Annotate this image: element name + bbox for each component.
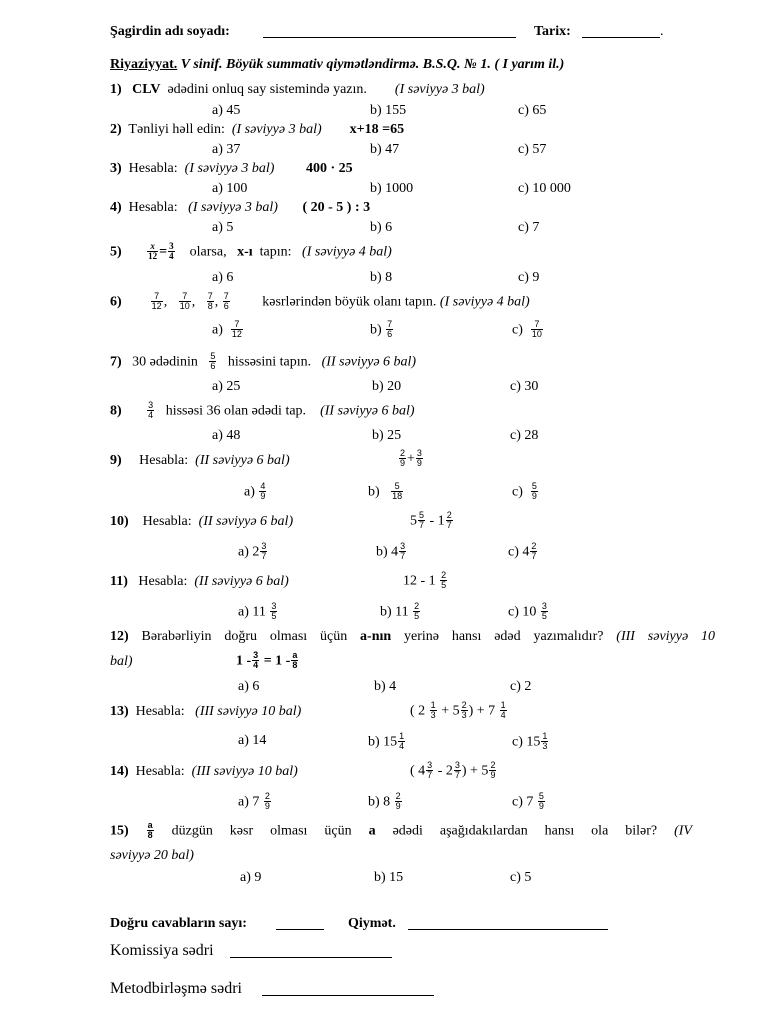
option-b[interactable]: b) 15 xyxy=(374,870,404,885)
q-number: 3) xyxy=(110,161,122,176)
q-text: Hesabla: xyxy=(128,161,178,176)
option-b[interactable]: b) 47 xyxy=(370,142,400,157)
fraction: $\frac{1}{4}$ xyxy=(399,731,405,751)
fraction: $\frac{5}{9}$ xyxy=(531,481,537,501)
question-9 xyxy=(110,453,290,469)
option-b[interactable]: b) 25 xyxy=(372,428,402,443)
option-a[interactable]: a) 100 xyxy=(212,181,248,196)
fraction-3-9: $\frac{3}{9}$ xyxy=(416,448,422,468)
q-variable: x-ı xyxy=(237,244,253,260)
question-1 xyxy=(110,82,485,98)
option-c[interactable]: c) 30 xyxy=(510,379,539,394)
fraction: $\frac{2}{9}$ xyxy=(264,791,270,811)
q15-level-cont: səviyyə 20 bal) xyxy=(110,848,194,863)
fraction-2-3: $\frac{2}{3}$ xyxy=(461,700,467,720)
option-a[interactable]: a) $\frac{7}{12}$ xyxy=(212,319,242,339)
fraction-7-8: $\frac{7}{8}$ xyxy=(207,291,213,311)
q-text: Hesabla: xyxy=(128,200,178,215)
option-a[interactable]: a) 45 xyxy=(212,103,241,118)
fraction: $\frac{2}{9}$ xyxy=(395,791,401,811)
student-name-label: Şagirdin adı soyadı: xyxy=(110,24,230,39)
fraction-2-9: $\frac{2}{9}$ xyxy=(400,448,406,468)
q-text: CLV xyxy=(132,82,161,97)
fraction-5-6: $\frac{5}{6}$ xyxy=(210,351,216,371)
q-text: Hesabla: xyxy=(135,704,185,719)
q-level: (I səviyyə 4 bal) xyxy=(302,244,392,260)
q-text: yerinə hansı ədəd yazımalıdır? xyxy=(404,629,604,644)
q-level: (I səviyyə 3 bal) xyxy=(184,161,275,176)
fraction: $\frac{7}{10}$ xyxy=(531,319,542,339)
fraction-3-7: $\frac{3}{7}$ xyxy=(427,760,433,780)
option-b[interactable]: b) 8 $\frac{2}{9}$ xyxy=(368,791,401,811)
q-level: (I səviyyə 4 bal) xyxy=(439,294,530,310)
date-dot: . xyxy=(660,24,664,39)
q-text: ədədini onluq say sistemində yazın. xyxy=(167,82,367,97)
q-number: 13) xyxy=(110,704,129,719)
correct-answers-label: Doğru cavabların sayı: xyxy=(110,916,247,931)
option-b[interactable]: b) 6 xyxy=(370,220,393,235)
option-a[interactable]: a) 6 xyxy=(212,270,234,285)
fraction: $\frac{3}{5}$ xyxy=(271,601,277,621)
q-text: kəsrlərindən böyük olanı tapın. xyxy=(262,294,437,310)
option-b[interactable]: b) 15 $\frac{1}{4}$ xyxy=(368,731,405,751)
option-c[interactable]: c) 7 $\frac{5}{9}$ xyxy=(512,791,544,811)
fraction: $\frac{3}{7}$ xyxy=(400,541,406,561)
fraction: $\frac{2}{7}$ xyxy=(531,541,537,561)
fraction-a-8: $\frac{a}{8}$ xyxy=(292,650,298,670)
option-a[interactable]: a) 14 xyxy=(238,733,267,748)
option-c[interactable]: c) 57 xyxy=(518,142,547,157)
q-level: (I səviyyə 3 bal) xyxy=(231,122,322,137)
q-level: (II səviyyə 6 bal) xyxy=(321,354,417,370)
option-a[interactable]: a) 7 $\frac{2}{9}$ xyxy=(238,791,270,811)
option-a[interactable]: a) 25 xyxy=(212,379,241,394)
q-text: Hesabla: xyxy=(138,574,188,589)
method-label: Metodbirləşmə sədri xyxy=(110,980,242,997)
q-text: hissəsi 36 olan ədədi tap. xyxy=(165,403,307,419)
q12-expression: 1 - $\frac{3}{4}$ = 1 - $\frac{a}{8}$ xyxy=(236,650,298,670)
fraction-a-8: $\frac{a}{8}$ xyxy=(147,820,153,840)
option-b[interactable]: b) 4 $\frac{3}{7}$ xyxy=(376,541,406,561)
correct-answers-blank[interactable] xyxy=(276,916,324,930)
q9-expression: $\frac{2}{9}$ + $\frac{3}{9}$ xyxy=(400,448,422,468)
grade-label: Qiymət. xyxy=(348,916,396,931)
fraction: $\frac{2}{5}$ xyxy=(414,601,420,621)
fraction: $\frac{7}{6}$ xyxy=(387,319,393,339)
q-text: düzgün kəsr olması üçün xyxy=(171,823,352,839)
question-5 xyxy=(110,243,392,262)
option-c[interactable]: c) 10 000 xyxy=(518,181,571,196)
option-c[interactable]: c) 7 xyxy=(518,220,540,235)
question-4 xyxy=(110,200,370,216)
question-11 xyxy=(110,574,289,590)
question-10 xyxy=(110,514,293,530)
q-level: (I səviyyə 3 bal) xyxy=(394,82,485,97)
question-7 xyxy=(110,353,416,372)
option-c[interactable]: c) 65 xyxy=(518,103,547,118)
fraction-2-5: $\frac{2}{5}$ xyxy=(441,570,447,590)
q-number: 9) xyxy=(110,453,122,468)
option-b[interactable]: b) $\frac{7}{6}$ xyxy=(370,319,393,339)
q-number: 7) xyxy=(110,354,122,370)
question-2 xyxy=(110,122,404,138)
commission-label: Komissiya sədri xyxy=(110,942,214,959)
q-level: (II səviyyə 6 bal) xyxy=(320,403,415,419)
method-blank[interactable] xyxy=(262,982,434,996)
fraction-3-4: $\frac{3}{4}$ xyxy=(148,400,154,420)
fraction-5-7: $\frac{5}{7}$ xyxy=(419,510,425,530)
question-12 xyxy=(110,629,715,645)
option-c[interactable]: c) 28 xyxy=(510,428,539,443)
q-number: 11) xyxy=(110,574,128,589)
option-c[interactable]: c) 5 xyxy=(510,870,532,885)
question-8 xyxy=(110,402,415,421)
question-6: 6) $\frac{7}{12}$ , $\frac{7}{10}$ , $\frac{7}{8}$ , $\frac{7}{6}$ kəsrlərindən böyük olanı tapın. (I səviyyə 4 bal) xyxy=(110,291,530,311)
fraction-1-3: $\frac{1}{3}$ xyxy=(430,700,436,720)
q-number: 1) xyxy=(110,82,122,97)
subject-label: Riyaziyyat. xyxy=(110,57,178,72)
commission-blank[interactable] xyxy=(230,944,392,958)
q-text: hissəsini tapın. xyxy=(227,354,312,370)
option-b[interactable]: b) 8 xyxy=(370,270,393,285)
option-c[interactable]: c) 2 xyxy=(510,679,532,694)
option-b[interactable]: b) 155 xyxy=(370,103,407,118)
equals-sign: = xyxy=(159,244,168,260)
q-text: Hesabla: xyxy=(139,453,189,468)
fraction: $\frac{4}{9}$ xyxy=(260,481,266,501)
option-b[interactable]: b) 4 xyxy=(374,679,397,694)
question-14 xyxy=(110,764,298,780)
q-number: 8) xyxy=(110,403,122,419)
fraction: $\frac{3}{7}$ xyxy=(261,541,267,561)
option-c[interactable]: c) 15 $\frac{1}{3}$ xyxy=(512,731,548,751)
q-level: (II səviyyə 6 bal) xyxy=(194,574,289,589)
option-b[interactable]: b) 11 $\frac{2}{5}$ xyxy=(380,601,420,621)
option-b[interactable]: b) 1000 xyxy=(370,181,414,196)
q11-expression: 12 - 1 $\frac{2}{5}$ xyxy=(403,570,447,590)
q-level: (I səviyyə 3 bal) xyxy=(188,200,278,215)
q-text: Hesabla: xyxy=(142,514,192,529)
q-number: 12) xyxy=(110,629,129,644)
option-c[interactable]: c) $\frac{7}{10}$ xyxy=(512,319,542,339)
q-number: 4) xyxy=(110,200,122,215)
fraction-2-9: $\frac{2}{9}$ xyxy=(490,760,496,780)
option-b[interactable]: b) 20 xyxy=(372,379,402,394)
question-13 xyxy=(110,704,301,720)
option-c[interactable]: c) $\frac{5}{9}$ xyxy=(512,481,537,501)
title-text: V sinif. Böyük summativ qiymətləndirmə. B.S.Q. № 1. ( I yarım il.) xyxy=(180,57,565,72)
option-a[interactable]: a) 9 xyxy=(240,870,262,885)
q-number: 5) xyxy=(110,244,122,260)
option-a[interactable]: a) 6 xyxy=(238,679,260,694)
q-text: Bərabərliyin doğru olması üçün xyxy=(141,629,348,644)
grade-blank[interactable] xyxy=(408,916,608,930)
option-a[interactable]: a) 2 $\frac{3}{7}$ xyxy=(238,541,267,561)
option-c[interactable]: c) 10 $\frac{3}{5}$ xyxy=(508,601,547,621)
fraction-3-7: $\frac{3}{7}$ xyxy=(454,760,460,780)
q12-level-cont: bal) xyxy=(110,654,133,669)
q-level: (III səviyyə 10 xyxy=(616,629,716,644)
fraction: $\frac{5}{18}$ xyxy=(392,481,403,501)
date-blank[interactable] xyxy=(582,24,660,38)
fraction-7-10: $\frac{7}{10}$ xyxy=(179,291,190,311)
date-label: Tarix: xyxy=(534,24,571,39)
fraction-3-4: $\frac{3}{4}$ xyxy=(169,241,174,261)
fraction-3-4: $\frac{3}{4}$ xyxy=(253,650,259,670)
q-level: (II səviyyə 6 bal) xyxy=(198,514,294,529)
q-text: Tənliyi həll edin: xyxy=(128,122,225,137)
option-a[interactable]: a) 48 xyxy=(212,428,241,443)
q-text: ədədi aşağıdakılardan hansı ola bilər? xyxy=(392,823,658,839)
q-number: 15) xyxy=(110,823,129,839)
q14-expression: ( 4 $\frac{3}{7}$ - 2 $\frac{3}{7}$ ) + 5 $\frac{2}{9}$ xyxy=(410,760,496,780)
question-15 xyxy=(110,822,692,841)
q-variable: a-nın xyxy=(360,629,392,644)
fraction: $\frac{7}{12}$ xyxy=(231,319,242,339)
question-3 xyxy=(110,161,353,177)
option-a[interactable]: a) 11 $\frac{3}{5}$ xyxy=(238,601,277,621)
q-expression: x+18 =65 xyxy=(349,122,405,137)
q-level: (II səviyyə 6 bal) xyxy=(195,453,290,468)
student-name-blank[interactable] xyxy=(263,24,516,38)
q-number: 14) xyxy=(110,764,129,779)
q-level: (III səviyyə 10 bal) xyxy=(191,764,298,779)
fraction-7-6: $\frac{7}{6}$ xyxy=(223,291,229,311)
fraction: $\frac{3}{5}$ xyxy=(541,601,547,621)
option-c[interactable]: c) 9 xyxy=(518,270,540,285)
q-text: tapın: xyxy=(259,244,292,260)
fraction-x-12: $\frac{x}{12}$ xyxy=(148,241,158,261)
q-number: 10) xyxy=(110,514,129,529)
fraction: $\frac{1}{3}$ xyxy=(542,731,548,751)
option-a[interactable]: a) 5 xyxy=(212,220,234,235)
q-text: Hesabla: xyxy=(135,764,185,779)
q-number: 2) xyxy=(110,122,122,137)
option-c[interactable]: c) 4 $\frac{2}{7}$ xyxy=(508,541,537,561)
fraction-7-12: $\frac{7}{12}$ xyxy=(151,291,162,311)
option-a[interactable]: a) $\frac{4}{9}$ xyxy=(244,481,266,501)
fraction-1-4: $\frac{1}{4}$ xyxy=(500,700,506,720)
q-level: (III səviyyə 10 bal) xyxy=(195,704,302,719)
option-a[interactable]: a) 37 xyxy=(212,142,241,157)
q-expression: 400 · 25 xyxy=(305,161,353,176)
q13-expression: ( 2 $\frac{1}{3}$ + 5 $\frac{2}{3}$ ) + 7 $\frac{1}{4}$ xyxy=(410,700,506,720)
q-expression: ( 20 - 5 ) : 3 xyxy=(302,200,371,215)
page-title xyxy=(110,57,564,73)
fraction-2-7: $\frac{2}{7}$ xyxy=(446,510,452,530)
q-text: olarsa, xyxy=(189,244,227,260)
q-text: 30 ədədinin xyxy=(132,354,198,370)
q-variable: a xyxy=(368,823,376,839)
option-b[interactable]: b) $\frac{5}{18}$ xyxy=(368,481,403,501)
fraction: $\frac{5}{9}$ xyxy=(538,791,544,811)
q-level: (IV xyxy=(674,823,692,839)
q-number: 6) xyxy=(110,294,122,310)
q10-expression: 5 $\frac{5}{7}$ - 1 $\frac{2}{7}$ xyxy=(410,510,452,530)
